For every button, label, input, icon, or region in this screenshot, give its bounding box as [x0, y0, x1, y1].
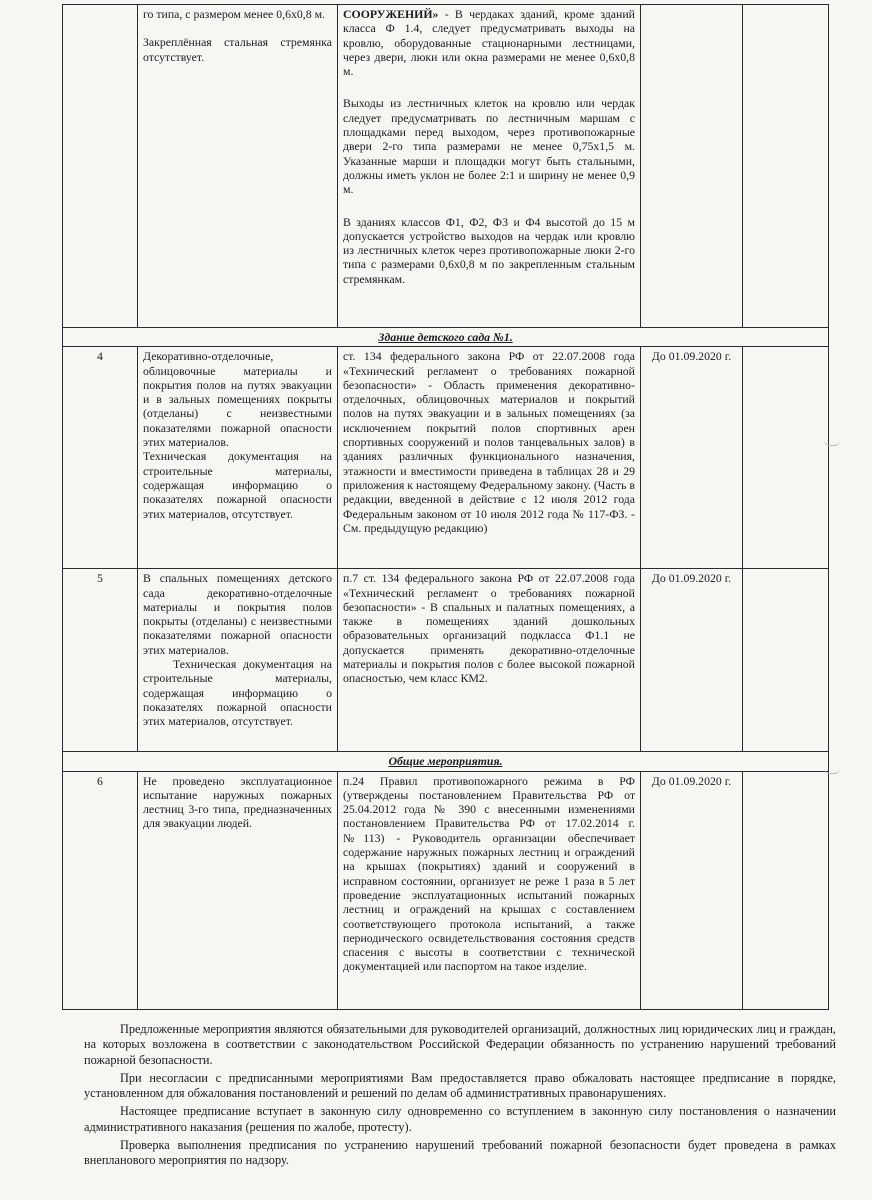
table-row [63, 771, 829, 1009]
description-paragraph: Закреплённая стальная стремянка отсутствует. [143, 35, 332, 64]
section-title: Здание детского сада №1. [63, 328, 829, 347]
requirement-paragraph: п.24 Правил противопожарного режима в РФ (утверждены постановлением Правительства РФ от 25.04.2012 года № 390 с внесенными изменениями постановлением Правительства РФ от 17.02.2014 г. №113) - Руководитель организации обеспечивает содержание наружных пожарных лестниц и ограждений на крышах (покрытиях) зданий и сооружений в исправном состоянии, организует не реже 1 раза в 5 лет проведение эксплуатационных испытаний пожарных лестниц и ограждений на крышах с составлением соответствующего протокола испытаний, а также периодического освидетельствования состояния средств спасения с высоты в соответствии с технической документацией или паспортом на такое изделие. [343, 773, 635, 974]
legal-requirement [338, 5, 641, 328]
violations-table [62, 4, 829, 1010]
deadline: До 01.09.2020 г. [641, 771, 743, 1009]
section-title: Общие мероприятия. [63, 752, 829, 771]
violation-description [138, 569, 338, 752]
closing-paragraph: Настоящее предписание вступает в законную силу одновременно со вступлением в законную силу постановления о назначении административного наказания (решения по жалобе, протесту). [84, 1104, 836, 1134]
closing-paragraph: Проверка выполнения предписания по устранению нарушений требований пожарной безопасности будет проведена в рамках внепланового мероприятия по надзору. [84, 1138, 836, 1168]
table-row [63, 5, 829, 328]
deadline: До 01.09.2020 г. [641, 569, 743, 752]
description-paragraph: го типа, с размером менее 0,6х0,8 м. [143, 7, 325, 21]
legal-requirement [338, 347, 641, 569]
violation-description [138, 771, 338, 1009]
violation-description [138, 5, 338, 328]
description-paragraph: Не проведено эксплуатационное испытание наружных пожарных лестниц 3-го типа, предназначенных для эвакуации людей. [143, 773, 332, 831]
closing-notes [84, 1022, 836, 1172]
mark-cell [743, 5, 829, 328]
closing-paragraph: Предложенные мероприятия являются обязательными для руководителей организаций, должностных лиц юридических лиц и граждан, на которых возложена в соответствии с законодательством Российской Федерации обязанность по устранению нарушений требований пожарной безопасности. [84, 1022, 836, 1067]
section-row [63, 328, 829, 347]
description-paragraph: Техническая документация на строительные материалы, содержащая информацию о показателях пожарной опасности этих материалов, отсутствует. [143, 657, 332, 729]
table-row [63, 347, 829, 569]
mark-cell [743, 771, 829, 1009]
mark-cell [743, 347, 829, 569]
deadline: До 01.09.2020 г. [641, 347, 743, 569]
description-paragraph: Техническая документация на строительные материалы, содержащая информацию о показателях пожарной опасности этих материалов, отсутствует. [143, 449, 332, 521]
requirement-paragraph: п.7 ст. 134 федерального закона РФ от 22.07.2008 года «Технический регламент о требованиях пожарной безопасности» - В спальных и палатных помещениях, а также в помещениях зданий дошкольных образовательных организаций подкласса Ф1.1 не допускается применять декоративно-отделочные материалы и покрытия полов с более высокой пожарной опасностью, чем класс КМ2. [343, 571, 635, 686]
requirement-paragraph: - В чердаках зданий, кроме зданий класса Ф 1.4, следует предусматривать выходы на кровлю, оборудованные стационарными лестницами, через двери, люки или окна размерами не менее 0,6х0,8 м. [343, 7, 635, 79]
page-edge-mark [824, 768, 840, 774]
requirement-heading: СООРУЖЕНИЙ» [343, 7, 439, 21]
section-row [63, 752, 829, 771]
mark-cell [743, 569, 829, 752]
description-paragraph: Декоративно-отделочные, облицовочные материалы и покрытия полов на путях эвакуации и в зальных помещениях покрыты (отделаны) с неизвестными показателями пожарной опасности этих материалов. [143, 349, 332, 450]
row-number: 5 [63, 569, 138, 752]
violation-description [138, 347, 338, 569]
description-paragraph: В спальных помещениях детского сада декоративно-отделочные материалы и покрытия полов покрыты (отделаны) с неизвестными показателями пожарной опасности этих материалов. [143, 571, 332, 657]
legal-requirement [338, 569, 641, 752]
requirement-paragraph: ст. 134 федерального закона РФ от 22.07.2008 года «Технический регламент о требованиях пожарной безопасности» - Область применения декоративно-отделочных, облицовочных материалов и покрытий полов на путях эвакуации и в зальных помещениях (за исключением покрытий полов спортивных арен спортивных сооружений и полов танцевальных залов) в зданиях различных функционального назначения, этажности и вместимости приведена в таблицах 28 и 29 приложения к настоящему Федеральному закону. (Часть в редакции, введенной в действие с 12 июля 2012 года Федеральным законом от 10 июля 2012 года № 117-ФЗ. - См. предыдущую редакцию) [343, 349, 635, 535]
row-number [63, 5, 138, 328]
row-number: 6 [63, 771, 138, 1009]
closing-paragraph: При несогласии с предписанными мероприятиями Вам предоставляется право обжаловать настоящее предписание в порядке, установленном для обжалования постановлений и решений по делам об административных правонарушениях. [84, 1070, 836, 1101]
legal-requirement [338, 771, 641, 1009]
requirement-paragraph: В зданиях классов Ф1, Ф2, Ф3 и Ф4 высотой до 15 м допускается устройство выходов на чердак или кровлю из лестничных клеток через противопожарные люки 2-го типа с размерами 0,6х0,8 м по закрепленным стальным стремянкам. [343, 214, 635, 286]
requirement-paragraph: Выходы из лестничных клеток на кровлю или чердак следует предусматривать по лестничным маршам с площадками перед выходом, через противопожарные двери 2-го типа размерами не менее 0,75х1,5 м. Указанные марши и площадки могут быть стальными, должны иметь уклон не более 2:1 и ширину не менее 0,9 м. [343, 96, 635, 197]
table-row [63, 569, 829, 752]
page-edge-mark [824, 440, 840, 446]
row-number: 4 [63, 347, 138, 569]
deadline [641, 5, 743, 328]
